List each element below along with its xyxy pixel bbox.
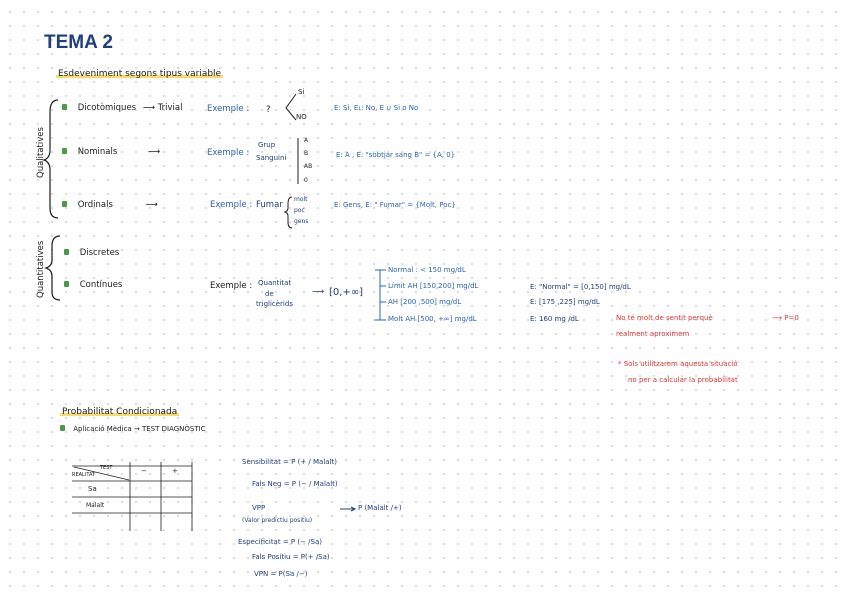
option-yes: Si	[298, 88, 305, 96]
bullet-icon	[64, 249, 69, 255]
table-row-sa: Sa	[88, 485, 97, 493]
bullet-icon	[64, 281, 69, 287]
def-especificitat: Especificitat = P (− /Sa)	[238, 538, 322, 546]
qualitative-label: Qualitatives	[36, 127, 46, 178]
aplicacio-medica: Aplicació Mèdica → TEST DIAGNÒSTIC	[60, 425, 206, 433]
level-poc: poc	[294, 207, 305, 214]
event-range: E: [175 ,225] mg/dL	[530, 298, 600, 306]
trivial-label: Trivial	[157, 103, 183, 113]
def-vpp-desc: (Valor predictiu positiu)	[242, 517, 313, 524]
nominals-label: Nominals	[77, 147, 118, 157]
var-line-2: de	[265, 290, 274, 298]
def-vpp-eq: P (Malalt /+)	[358, 504, 402, 512]
arrow-icon: ⟶	[145, 200, 158, 210]
row-dicotomiques	[62, 103, 182, 113]
arrow-icon: ⟶	[312, 287, 325, 297]
group-line-1: Grup	[258, 141, 276, 149]
arrow-icon: ⟶	[142, 103, 155, 113]
table-col-plus: +	[172, 467, 178, 475]
bullet-icon	[62, 201, 67, 207]
level-gens: gens	[294, 218, 309, 225]
group-line-2: Sanguini	[256, 154, 287, 162]
blood-type-b: B	[304, 150, 309, 157]
red-note-line-1: No té molt de sentit perquè	[616, 314, 713, 322]
example-set-dicotomiques: E: Si, E₁: No, E ∪ Si o No	[334, 104, 419, 112]
range-label: [0,+∞]	[329, 287, 364, 298]
event-point: E: 160 mg /dL	[530, 315, 579, 323]
red-note-line-2: realment aproximem	[616, 330, 690, 338]
page-title: TEMA 2	[44, 32, 113, 53]
continues-label: Contínues	[79, 280, 123, 290]
arrow-icon: ⟶	[148, 147, 161, 157]
level-molt: molt	[294, 196, 308, 203]
example-label-dicotomiques: Exemple :	[207, 104, 250, 114]
var-line-1: Quantitat	[258, 279, 292, 287]
row-continues	[64, 280, 122, 290]
table-corner-test: TEST	[100, 465, 113, 471]
row-discretes	[64, 248, 119, 258]
def-fals-negatiu: Fals Neg = P (− / Malalt)	[252, 480, 338, 488]
example-set-nominals: E: A , E: "sobtjar sang B" = {A, 0}	[336, 151, 456, 159]
blood-type-a: A	[304, 137, 309, 144]
table-row-malalt: Malalt	[86, 502, 105, 509]
row-ordinals	[62, 200, 158, 210]
quantitative-label: Quantitatives	[36, 240, 46, 298]
option-no: NO	[296, 113, 307, 121]
def-vpn: VPN = P(Sa /−)	[254, 570, 308, 578]
event-normal: E: "Normal" = [0,150] mg/dL	[530, 283, 631, 291]
question-mark: ?	[266, 105, 271, 115]
example-label-nominals: Exemple :	[207, 148, 250, 158]
discretes-label: Discretes	[79, 248, 120, 258]
blood-type-0: 0	[304, 177, 308, 184]
def-sensibilitat: Sensibilitat = P (+ / Malalt)	[242, 458, 337, 466]
category-limit: Límit AH [150,200] mg/dL	[388, 282, 479, 290]
bullet-icon	[60, 425, 65, 431]
dicotomiques-label: Dicotòmiques	[77, 103, 137, 113]
section-heading-probabilitat: Probabilitat Condicionada	[62, 407, 178, 417]
arrow-icon: ⟶	[772, 314, 785, 322]
ordinals-label: Ordinals	[77, 200, 113, 210]
red-note-result: ⟶ P=0	[772, 314, 799, 322]
fumar-label: Fumar	[256, 200, 283, 210]
table-col-minus: −	[141, 467, 147, 475]
star-note-line-1: * Sols utilitzarem aquesta situació	[618, 360, 738, 368]
star-note-line-2: no per a calcular la probabilitat	[628, 376, 738, 384]
blood-type-ab: AB	[304, 163, 313, 170]
def-vpp: VPP	[252, 504, 266, 512]
var-line-3: triglicèrids	[256, 300, 293, 308]
category-molt-ah: Molt AH [500, +∞] mg/dL	[388, 315, 477, 323]
example-label-ordinals: Exemple :	[210, 200, 253, 210]
category-normal: Normal : < 150 mg/dL	[388, 266, 466, 274]
def-fals-positiu: Fals Positiu = P(+ /Sa)	[252, 553, 330, 561]
example-label-continues: Exemple :	[210, 281, 253, 291]
table-corner-realitat: REALITAT	[72, 472, 96, 478]
category-ah: AH [200 ,500] mg/dL	[388, 298, 462, 306]
row-nominals	[62, 147, 160, 157]
section-heading-variables: Esdeveniment segons tipus variable	[58, 69, 222, 79]
example-set-ordinals: E: Gens, E: " Fumar" = {Molt, Poc}	[334, 201, 456, 209]
bullet-icon	[62, 104, 67, 110]
bullet-icon	[62, 148, 67, 154]
